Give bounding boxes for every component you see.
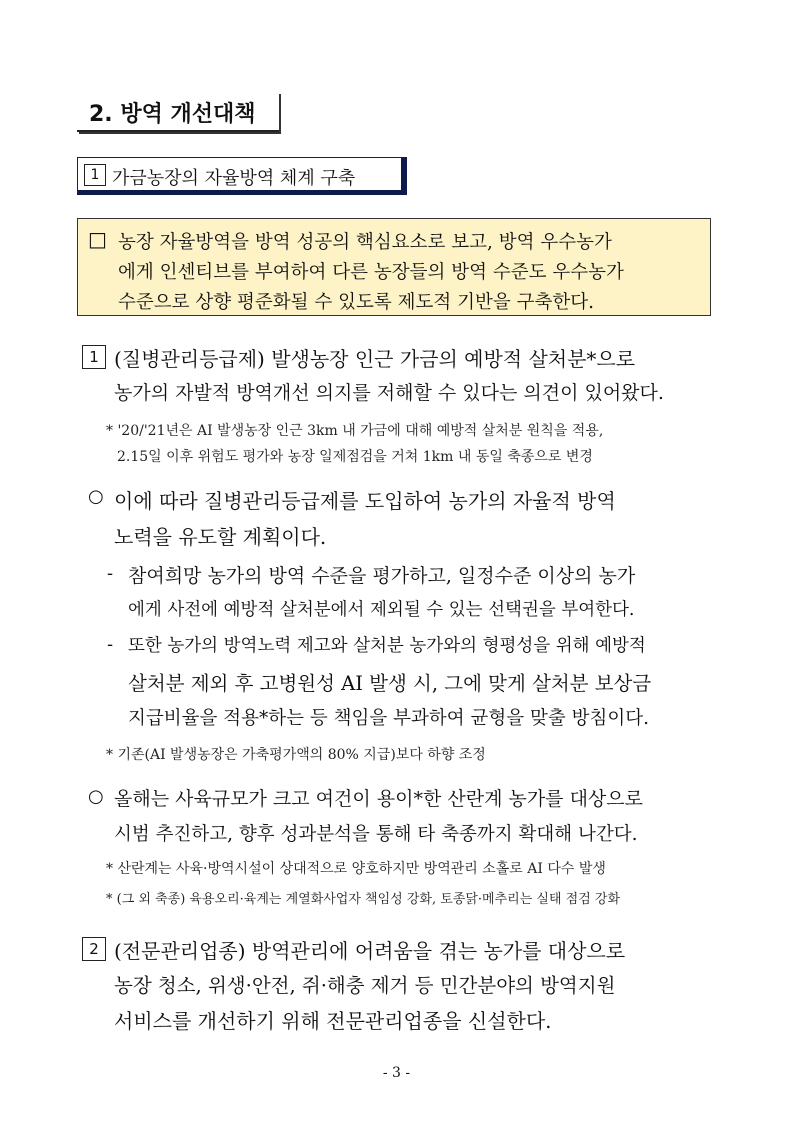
item-1-line-1: (질병관리등급제) 발생농장 인근 가금의 예방적 살처분*으로 — [114, 347, 636, 371]
dash-2-line-2: 살처분 제외 후 고병원성 AI 발생 시, 그에 맞게 살처분 보상금 — [128, 672, 652, 695]
page-number: - 3 - — [382, 1065, 411, 1081]
dash-2-bullet: - — [107, 634, 114, 655]
summary-line-3: 수준으로 상향 평준화될 수 있도록 제도적 기반을 구축한다. — [118, 292, 594, 313]
item-2-line-1: (전문관리업종) 방역관리에 어려움을 겪는 농가를 대상으로 — [114, 939, 626, 963]
item-2-line-2: 농장 청소, 위생·안전, 쥐·해충 제거 등 민간분야의 방역지원 — [114, 974, 616, 997]
dash-2-line-1: 또한 농가의 방역노력 제고와 살처분 농가와의 형평성을 위해 예방적 — [128, 636, 646, 656]
item-2-line-3: 서비스를 개선하기 위해 전문관리업종을 신설한다. — [114, 1009, 552, 1033]
section-title — [77, 92, 279, 132]
point-2-line-1: 올해는 사육규모가 크고 여건이 용이*한 산란계 농가를 대상으로 — [114, 788, 643, 810]
subsection-title: 가금농장의 자율방역 체계 구축 — [112, 168, 356, 189]
point-1-line-1: 이에 따라 질병관리등급제를 도입하여 농가의 자율적 방역 — [114, 489, 616, 513]
item-1-line-2: 농가의 자발적 방역개선 의지를 저해할 수 있다는 의견이 있어왔다. — [114, 382, 664, 404]
point-2-note-2: * (그 외 축종) 육용오리·육계는 계열화사업자 책임성 강화, 토종닭·메추리는 실태 점검 강화 — [106, 892, 621, 907]
dash-2-line-3: 지급비율을 적용*하는 등 책임을 부과하여 균형을 맞출 방침이다. — [128, 708, 649, 729]
subsection-header — [77, 157, 407, 195]
summary-bullet: □ — [88, 227, 107, 251]
item-1-note-1: * '20/'21년은 AI 발생농장 인근 3km 내 가금에 대해 예방적 살처분 원칙을 적용, — [106, 423, 604, 439]
point-2-line-2: 시범 추진하고, 향후 성과분석을 통해 타 축종까지 확대해 나간다. — [114, 824, 638, 845]
summary-line-1: 농장 자율방역을 방역 성공의 핵심요소로 보고, 방역 우수농가 — [118, 232, 612, 253]
item-2-number: 2 — [82, 937, 106, 961]
point-1-bullet: ○ — [88, 486, 104, 507]
subsection-number: 1 — [84, 164, 106, 186]
section-title-text: 2. 방역 개선대책 — [89, 102, 256, 127]
dash-1-line-2: 에게 사전에 예방적 살처분에서 제외될 수 있는 선택권을 부여한다. — [128, 600, 635, 620]
item-1-note-2: 2.15일 이후 위험도 평가와 농장 일제점검을 거쳐 1km 내 동일 축종으로 변경 — [117, 449, 593, 465]
dash-1-line-1: 참여희망 농가의 방역 수준을 평가하고, 일정수준 이상의 농가 — [128, 565, 636, 587]
point-1-line-2: 노력을 유도할 계획이다. — [114, 525, 327, 549]
point-2-note-1: * 산란계는 사육·방역시설이 상대적으로 양호하지만 방역관리 소홀로 AI 다수 발생 — [106, 861, 606, 877]
dash-1-bullet: - — [107, 563, 114, 584]
dash-2-note: * 기존(AI 발생농장은 가축평가액의 80% 지급)보다 하향 조정 — [106, 747, 486, 763]
summary-box — [77, 218, 711, 316]
point-2-bullet: ○ — [88, 786, 104, 807]
summary-line-2: 에게 인센티브를 부여하여 다른 농장들의 방역 수준도 우수농가 — [118, 262, 624, 283]
item-1-number: 1 — [82, 345, 106, 369]
